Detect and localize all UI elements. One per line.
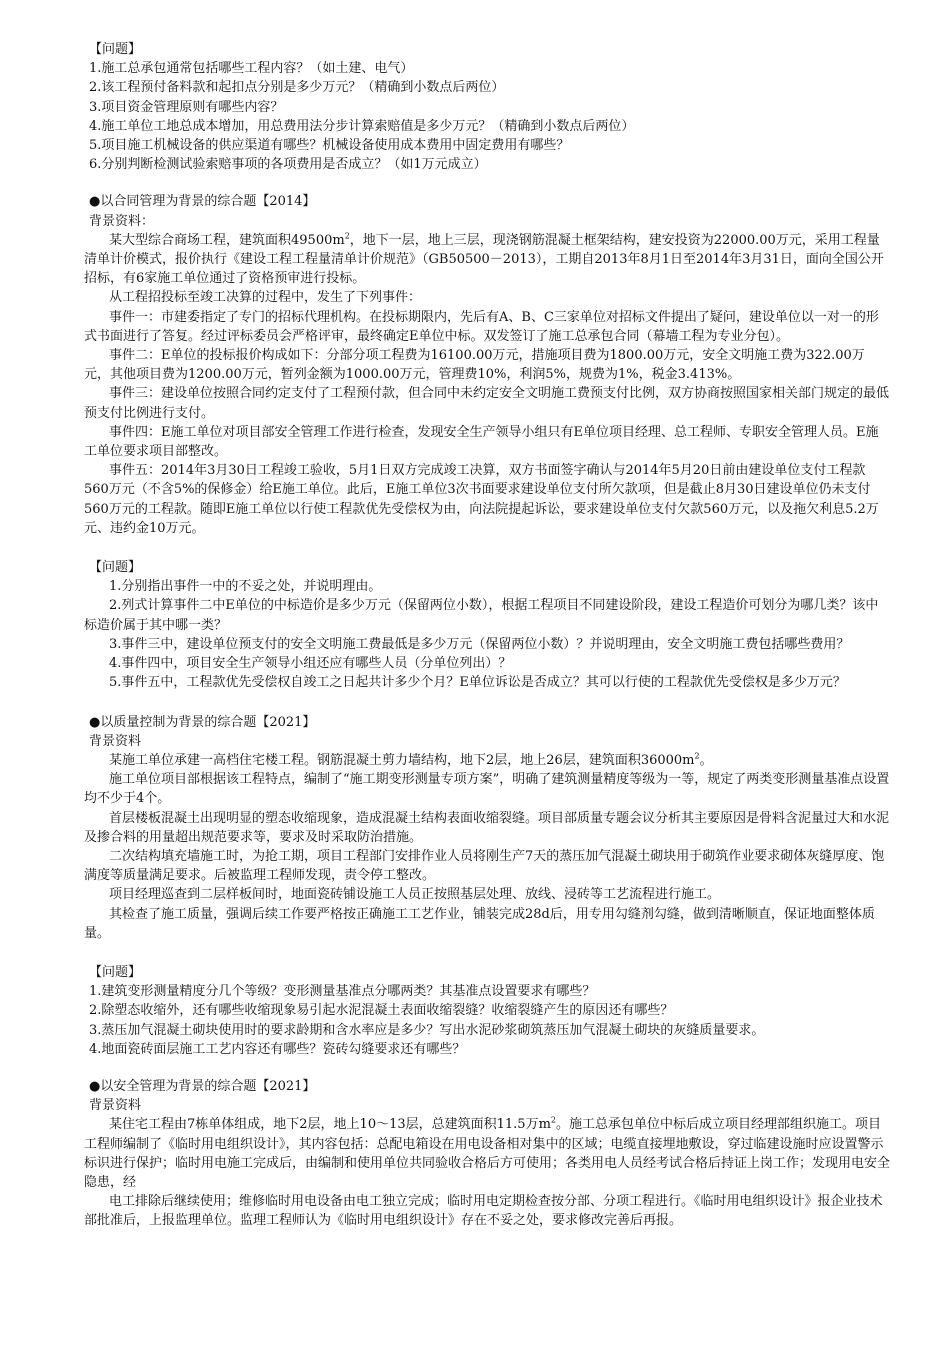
question-heading: 【问题】 xyxy=(89,964,142,980)
case-2014-contract xyxy=(84,192,890,692)
question-item: 4.施工单位工地总成本增加，用总费用法分步计算索赔值是多少万元？（精确到小数点后两位） xyxy=(89,118,635,134)
background-paragraph: 从工程招投标至竣工决算的过程中，发生了下列事件： xyxy=(109,290,422,306)
background-paragraph: 首层楼板混凝土出现明显的塑态收缩现象，造成混凝土结构表面收缩裂缝。项目部质量专题会议分析其主要原因是骨料含泥量过大和水泥及掺合料的用量超出规范要求等，要求及时采取防治措施。 xyxy=(84,810,890,845)
case-title: ●以合同管理为背景的综合题【2014】 xyxy=(89,194,316,210)
background-paragraph: 某施工单位承建一高档住宅楼工程。钢筋混凝土剪力墙结构，地下2层，地上26层，建筑面积$36000m^2$。 xyxy=(109,751,713,768)
event-paragraph: 事件五：2014年3月30日工程竣工验收，5月1日双方完成竣工决算，双方书面签字确认与2014年5月20日前由建设单位支付工程款560万元（不含5%的保修金）给E施工单位。此后，E施工单位3次书面要求建设单位支付所欠款项，但是截止8月30日建设单位仍未支付560万元的工程款。随即E施工单位以行使工程款优先受偿权为由，向法院提起诉讼，要求建设单位支付欠款560万元，以及拖欠利息5.2万元、违约金10万元。 xyxy=(84,463,879,536)
question-item: 3.蒸压加气混凝土砌块使用时的要求龄期和含水率应是多少？写出水泥砂浆砌筑蒸压加气混凝土砌块的灰缝质量要求。 xyxy=(89,1022,765,1038)
event-paragraph: 事件二：E单位的投标报价构成如下：分部分项工程费为16100.00万元，措施项目费为1800.00万元，安全文明施工费为322.00万元，其他项目费为1200.00万元，暂列金额为1000.00万元，管理费10%，利润5%，规费为1%，税金3.413%。 xyxy=(84,348,865,383)
background-label: 背景资料 xyxy=(89,1098,142,1114)
case-title: ●以质量控制为背景的综合题【2021】 xyxy=(89,714,316,730)
question-item: 5.事件五中，工程款优先受偿权自竣工之日起共计多少个月？E单位诉讼是否成立？其可以行使的工程款优先受偿权是多少万元？ xyxy=(109,675,846,691)
question-item: 3.项目资金管理原则有哪些内容？ xyxy=(89,99,284,115)
question-item: 1.施工总承包通常包括哪些工程内容？（如土建、电气） xyxy=(89,61,414,77)
event-paragraph: 事件四：E施工单位对项目部安全管理工作进行检查，发现安全生产领导小组只有E单位项目经理、总工程师、专职安全管理人员。E施工单位要求项目部整改。 xyxy=(84,424,879,460)
background-label: 背景资料： xyxy=(89,213,155,229)
question-item: 2.该工程预付备料款和起扣点分别是多少万元？（精确到小数点后两位） xyxy=(89,80,505,96)
background-paragraph: 某大型综合商场工程，建筑面积$49500m^2$，地下一层，地上三层，现浇钢筋混凝土框架结构，建安投资为22000.00万元，采用工程量清单计价模式，报价执行《建设工程工程量清单计价规范》（GB50500－2013），工期自2013年8月1日至2014年3月31日，面向全国公开招标，有6家施工单位通过了资格预审进行投标。 xyxy=(84,231,884,287)
case-title: ●以安全管理为背景的综合题【2021】 xyxy=(89,1078,316,1094)
question-block-1 xyxy=(84,40,890,174)
case-2021-safety xyxy=(84,1077,890,1231)
event-paragraph: 事件三：建设单位按照合同约定支付了工程预付款，但合同中未约定安全文明施工费预支付比例，双方协商按照国家相关部门规定的最低预支付比例进行支付。 xyxy=(84,386,890,421)
question-item: 3.事件三中，建设单位预支付的安全文明施工费最低是多少万元（保留两位小数）？并说明理由，安全文明施工费包括哪些费用？ xyxy=(109,636,850,652)
question-item: 2.列式计算事件二中E单位的中标造价是多少万元（保留两位小数），根据工程项目不同建设阶段，建设工程造价可划分为哪几类？该中标造价属于其中哪一类？ xyxy=(84,598,879,633)
background-paragraph: 其检查了施工质量，强调后续工作要严格按正确施工工艺作业，铺装完成28d后，用专用勾缝剂勾缝，做到清晰顺直，保证地面整体质量。 xyxy=(84,906,875,941)
question-item: 6.分别判断检测试验索赔事项的各项费用是否成立？（如1万元成立） xyxy=(89,157,487,173)
background-paragraph: 电工排除后继续使用；维修临时用电设备由电工独立完成；临时用电定期检查按分部、分项工程进行。《临时用电组织设计》报企业技术部批准后，上报监理单位。监理工程师认为《临时用电组织设计》存在不妥之处，要求修改完善后再报。 xyxy=(84,1194,883,1229)
background-paragraph: 二次结构填充墙施工时，为抢工期，项目工程部门安排作业人员将刚生产7天的蒸压加气混凝土砌块用于砌筑作业要求砌体灰缝厚度、饱满度等质量满足要求。后被监理工程师发现，责令停工整改。 xyxy=(84,848,885,884)
event-paragraph: 事件一：市建委指定了专门的招标代理机构。在投标期限内，先后有A、B、C三家单位对招标文件提出了疑问，建设单位以一对一的形式书面进行了答复。经过评标委员会严格评审，最终确定E单位中标。双发签订了施工总承包合同（幕墙工程为专业分包）。 xyxy=(84,309,879,344)
question-item: 4.地面瓷砖面层施工工艺内容还有哪些？瓷砖勾缝要求还有哪些？ xyxy=(89,1041,466,1057)
background-paragraph: 施工单位项目部根据该工程特点，编制了“施工期变形测量专项方案”，明确了建筑测量精度等级为一等，规定了两类变形测量基准点设置均不少于4个。 xyxy=(84,772,890,807)
background-label: 背景资料 xyxy=(89,733,142,749)
question-item: 1.建筑变形测量精度分几个等级？变形测量基准点分哪两类？其基准点设置要求有哪些？ xyxy=(89,984,596,1000)
background-paragraph: 某住宅工程由7栋单体组成，地下2层，地上10～13层，总建筑面积11.5万$m^2$。施工总承包单位中标后成立项目经理部组织施工。项目工程师编制了《临时用电组织设计》，其内容包括：总配电箱设在用电设备相对集中的区域；电缆直接埋地敷设，穿过临建设施时应设置警示标识进行保护；临时用电施工完成后，由编制和使用单位共同验收合格后方可使用；各类用电人员经考试合格后持证上岗工作；发现用电安全隐患，经 xyxy=(84,1116,891,1190)
question-item: 5.项目施工机械设备的供应渠道有哪些？机械设备使用成本费用中固定费用有哪些？ xyxy=(89,138,570,154)
case-2021-quality xyxy=(84,713,890,1059)
question-heading: 【问题】 xyxy=(89,560,142,576)
question-item: 1.分别指出事件一中的不妥之处，并说明理由。 xyxy=(109,579,382,595)
question-item: 2.除塑态收缩外，还有哪些收缩现象易引起水泥混凝土表面收缩裂缝？收缩裂缝产生的原因还有哪些？ xyxy=(89,1003,674,1019)
question-heading: 【问题】 xyxy=(89,42,142,57)
question-item: 4.事件四中，项目安全生产领导小组还应有哪些人员（分单位列出）？ xyxy=(109,656,512,672)
background-paragraph: 项目经理巡查到二层样板间时，地面瓷砖铺设施工人员正按照基层处理、放线、浸砖等工艺流程进行施工。 xyxy=(109,887,721,903)
